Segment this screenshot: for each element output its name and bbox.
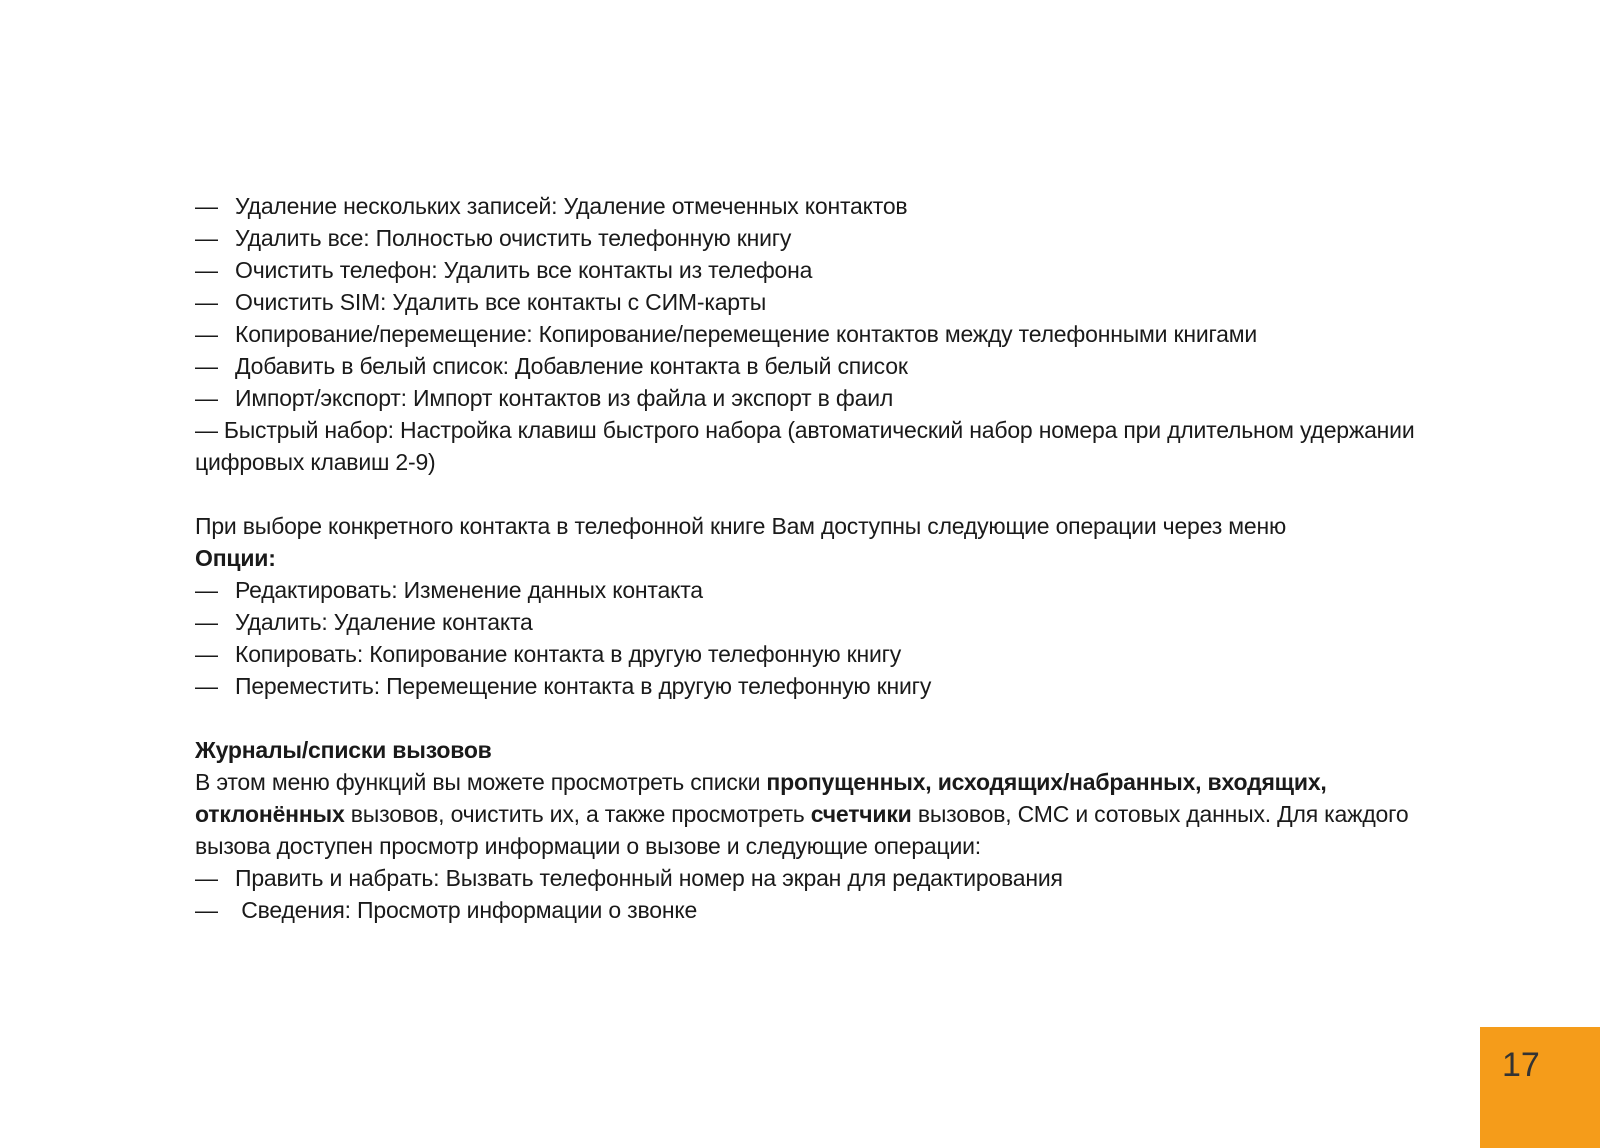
list-item: — Копирование/перемещение: Копирование/перемещение контактов между телефонными книгами — [195, 321, 1258, 347]
list-item: — Копировать: Копирование контакта в другую телефонную книгу — [195, 641, 902, 667]
spacer — [195, 478, 1435, 510]
list-item-speed-dial: — Быстрый набор: Настройка клавиш быстрого набора (автоматический набор номера при длительном удержании цифровых клавиш 2-9) — [195, 417, 1415, 475]
page-number-tab — [1480, 1027, 1600, 1148]
call-logs-paragraph: В этом меню функций вы можете просмотреть списки пропущенных, исходящих/набранных, входящих, отклонённых вызовов, очистить их, а также просмотреть счетчики вызовов, СМС и сотовых данных. Для каждого вызова доступен просмотр информации о вызове и следующие операции: — [195, 769, 1409, 859]
page-content — [195, 190, 1435, 926]
section-heading: Журналы/списки вызовов — [195, 737, 492, 763]
contact-options-intro: При выборе конкретного контакта в телефонной книге Вам доступны следующие операции через меню — [195, 513, 1287, 539]
list-item: — Очистить SIM: Удалить все контакты с СИМ-карты — [195, 289, 767, 315]
list-item: — Очистить телефон: Удалить все контакты из телефона — [195, 257, 813, 283]
list-item: — Переместить: Перемещение контакта в другую телефонную книгу — [195, 673, 932, 699]
contacts-menu-list — [195, 190, 1435, 478]
list-item: — Добавить в белый список: Добавление контакта в белый список — [195, 353, 908, 379]
list-item: — Править и набрать: Вызвать телефонный номер на экран для редактирования — [195, 865, 1063, 891]
contact-options-section — [195, 510, 1435, 702]
page-number: 17 — [1502, 1046, 1540, 1084]
contact-options-label: Опции: — [195, 545, 276, 571]
list-item: — Удалить: Удаление контакта — [195, 609, 533, 635]
list-item: — Импорт/экспорт: Импорт контактов из файла и экспорт в фаил — [195, 385, 894, 411]
call-logs-section — [195, 734, 1435, 926]
list-item: — Сведения: Просмотр информации о звонке — [195, 897, 698, 923]
list-item: — Удалить все: Полностью очистить телефонную книгу — [195, 225, 792, 251]
list-item: — Удаление нескольких записей: Удаление отмеченных контактов — [195, 193, 908, 219]
spacer — [195, 702, 1435, 734]
list-item: — Редактировать: Изменение данных контакта — [195, 577, 703, 603]
